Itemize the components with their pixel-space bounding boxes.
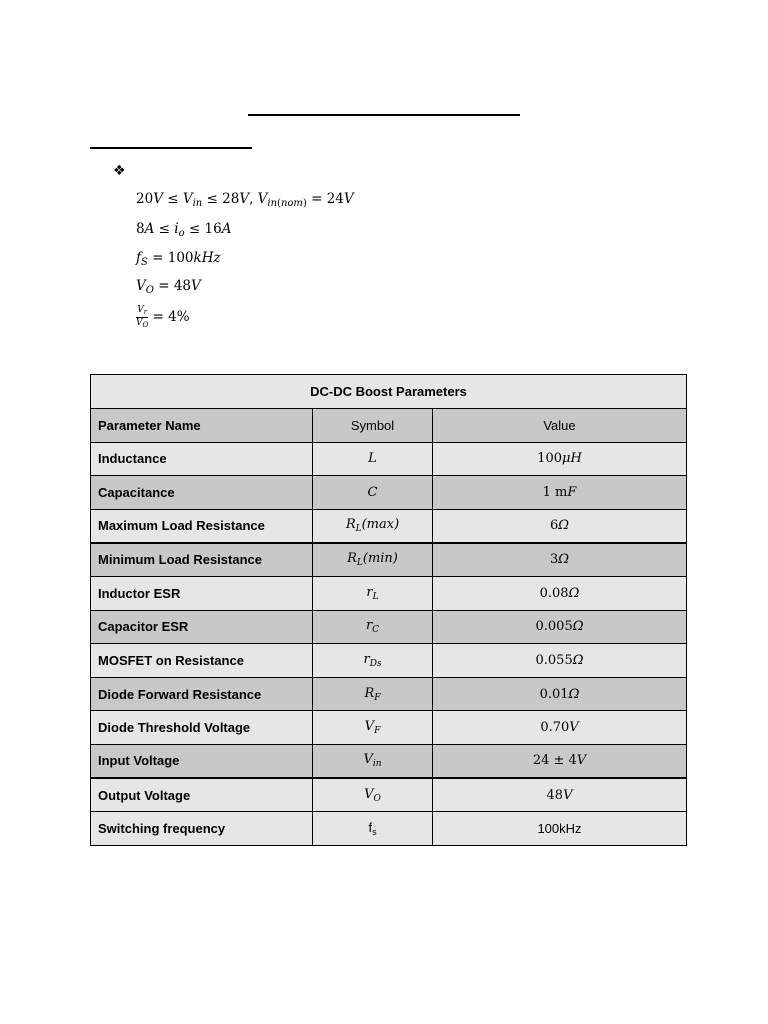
param-symbol: $V_F$ (313, 711, 433, 745)
param-symbol: $V_{in}$ (313, 744, 433, 778)
param-value: 3Ω (433, 543, 687, 577)
spec-output-current-range: $8A \le i_o \le 16A$ (136, 221, 232, 239)
param-name: MOSFET on Resistance (91, 644, 313, 678)
param-value: 48V (433, 778, 687, 812)
param-name: Minimum Load Resistance (91, 543, 313, 577)
param-value: 6Ω (433, 509, 687, 543)
header-symbol: Symbol (313, 409, 433, 443)
table-caption: DC-DC Boost Parameters (91, 375, 687, 409)
table-row (91, 476, 687, 510)
param-name: Capacitance (91, 476, 313, 510)
table-row (91, 576, 687, 610)
param-symbol: $f_s$ (313, 812, 433, 846)
param-symbol: C (313, 476, 433, 510)
table-row (91, 543, 687, 577)
table-row (91, 744, 687, 778)
param-value: 0.01Ω (433, 677, 687, 711)
param-name: Output Voltage (91, 778, 313, 812)
param-value: 100kHz (433, 812, 687, 846)
param-symbol: $V_O$ (313, 778, 433, 812)
param-value: 1 mF (433, 476, 687, 510)
param-value: 100μH (433, 442, 687, 476)
table-row (91, 677, 687, 711)
spec-output-voltage: $V_O = 48V$ (136, 278, 201, 296)
param-symbol: $R_L(\max)$ (313, 509, 433, 543)
table-row (91, 812, 687, 846)
param-name: Inductance (91, 442, 313, 476)
param-symbol: $r_C$ (313, 610, 433, 644)
param-name: Input Voltage (91, 744, 313, 778)
param-name: Maximum Load Resistance (91, 509, 313, 543)
table-row (91, 442, 687, 476)
param-value: 0.005Ω (433, 610, 687, 644)
table-row (91, 711, 687, 745)
header-value: Value (433, 409, 687, 443)
table-row (91, 644, 687, 678)
param-symbol: $R_L(\min)$ (313, 543, 433, 577)
param-value: 0.08Ω (433, 576, 687, 610)
spec-ripple-ratio: $\frac{V_r}{V_O}$ = 4% (136, 305, 190, 329)
param-value: 0.055Ω (433, 644, 687, 678)
table-row (91, 509, 687, 543)
table-row (91, 610, 687, 644)
param-name: Diode Threshold Voltage (91, 711, 313, 745)
diamond-bullet-icon: ❖ (113, 162, 126, 178)
param-name: Inductor ESR (91, 576, 313, 610)
boost-parameters-table (90, 374, 687, 846)
param-value: 24 ± 4V (433, 744, 687, 778)
spec-input-voltage-range: $20V \le V_{in} \le 28V$, $V_{in(nom)} = 24V$ (136, 191, 354, 209)
param-symbol: L (313, 442, 433, 476)
table-row (91, 778, 687, 812)
table-header-row (91, 409, 687, 443)
param-symbol: $r_{Ds}$ (313, 644, 433, 678)
param-name: Switching frequency (91, 812, 313, 846)
header-parameter-name: Parameter Name (91, 409, 313, 443)
param-name: Capacitor ESR (91, 610, 313, 644)
section-underline (90, 147, 252, 149)
param-symbol: $r_L$ (313, 576, 433, 610)
spec-switching-frequency: $f_S = 100kHz$ (136, 250, 221, 268)
param-value: 0.70V (433, 711, 687, 745)
param-symbol: $R_F$ (313, 677, 433, 711)
title-underline (248, 114, 520, 116)
param-name: Diode Forward Resistance (91, 677, 313, 711)
table-caption-row (91, 375, 687, 409)
